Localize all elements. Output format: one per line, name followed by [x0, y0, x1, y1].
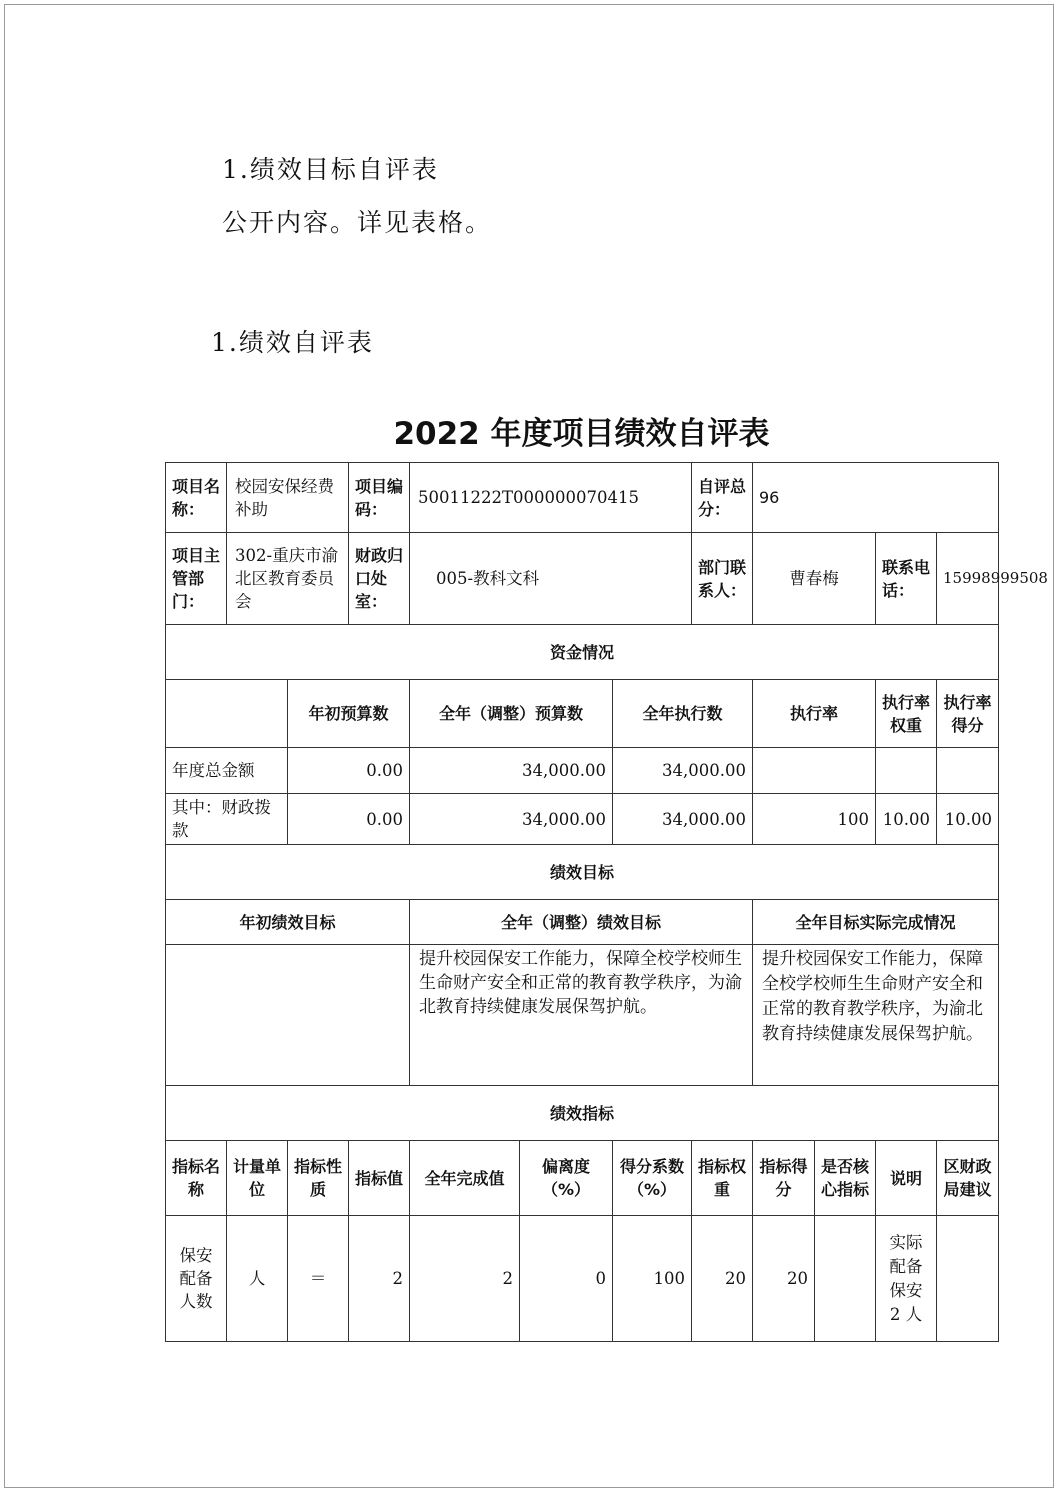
ind-header-deviation: 偏离度（%）: [520, 1141, 613, 1216]
indicator-row: [166, 1216, 999, 1342]
funds-row-weight: 10.00: [876, 794, 937, 845]
dept-label: 项目主管部门：: [166, 533, 227, 625]
goals-section-title: 绩效目标: [166, 845, 999, 900]
funds-header-adjusted: 全年（调整）预算数: [410, 680, 613, 748]
funds-row-adjusted: 34,000.00: [410, 748, 613, 794]
funds-row-rate: [753, 748, 876, 794]
funds-row-executed: 34,000.00: [613, 748, 753, 794]
table-title: 2022 年度项目绩效自评表: [393, 416, 770, 452]
funds-row-weight: [876, 748, 937, 794]
ind-header-value: 指标值: [349, 1141, 410, 1216]
ind-deviation: 0: [520, 1216, 613, 1342]
goals-header-initial: 年初绩效目标: [166, 900, 410, 945]
funds-header-rate: 执行率: [753, 680, 876, 748]
phone-value: 15998999508: [937, 533, 999, 625]
ind-header-weight: 指标权重: [692, 1141, 753, 1216]
ind-coef: 100: [613, 1216, 692, 1342]
indicators-header-row: [166, 1141, 999, 1216]
goals-initial-text: [166, 945, 410, 1086]
finance-value: 005-教科文科: [410, 533, 692, 625]
ind-header-note: 说明: [876, 1141, 937, 1216]
funds-row-initial: 0.00: [288, 748, 410, 794]
funds-row-score: [937, 748, 999, 794]
indicators-section-row: [166, 1086, 999, 1141]
ind-header-core: 是否核心指标: [815, 1141, 876, 1216]
funds-header-score: 执行率得分: [937, 680, 999, 748]
goals-header-row: [166, 900, 999, 945]
heading-self-evaluation-table: 1.绩效目标自评表: [222, 155, 439, 184]
evaluation-table: [165, 462, 1048, 1342]
funds-header-weight: 执行率权重: [876, 680, 937, 748]
project-code-value: 50011222T000000070415: [410, 463, 692, 533]
info-row-1: [166, 463, 999, 533]
funds-row-fiscal: [166, 794, 999, 845]
funds-row-label: 其中：财政拨款: [166, 794, 288, 845]
dept-value: 302-重庆市渝北区教育委员会: [227, 533, 349, 625]
score-label: 自评总分：: [692, 463, 753, 533]
score-value: 96: [753, 463, 999, 533]
funds-row-score: 10.00: [937, 794, 999, 845]
ind-nature: ＝: [288, 1216, 349, 1342]
funds-row-label: 年度总金额: [166, 748, 288, 794]
goals-header-actual: 全年目标实际完成情况: [753, 900, 999, 945]
funds-section-row: [166, 625, 999, 680]
info-row-2: [166, 533, 999, 625]
ind-header-coef: 得分系数（%）: [613, 1141, 692, 1216]
heading-performance-table: 1.绩效自评表: [211, 328, 374, 357]
ind-note: 实际配备保安 2 人: [876, 1216, 937, 1342]
project-name-value: 校园安保经费补助: [227, 463, 349, 533]
ind-header-score: 指标得分: [753, 1141, 815, 1216]
ind-completed: 2: [410, 1216, 520, 1342]
funds-header-executed: 全年执行数: [613, 680, 753, 748]
funds-header-row: [166, 680, 999, 748]
goals-section-row: [166, 845, 999, 900]
ind-advice: [937, 1216, 999, 1342]
project-name-label: 项目名称：: [166, 463, 227, 533]
finance-label: 财政归口处室：: [349, 533, 410, 625]
phone-label: 联系电话：: [876, 533, 937, 625]
funds-row-rate: 100: [753, 794, 876, 845]
funds-row-initial: 0.00: [288, 794, 410, 845]
contact-label: 部门联系人：: [692, 533, 753, 625]
ind-header-name: 指标名称: [166, 1141, 227, 1216]
funds-header-empty: [166, 680, 288, 748]
intro-text: 公开内容。详见表格。: [222, 208, 493, 237]
ind-score: 20: [753, 1216, 815, 1342]
ind-header-advice: 区财政局建议: [937, 1141, 999, 1216]
ind-core: [815, 1216, 876, 1342]
funds-section-title: 资金情况: [166, 625, 999, 680]
goals-actual-text: 提升校园保安工作能力，保障全校学校师生生命财产安全和正常的教育教学秩序，为渝北教育持续健康发展保驾护航。: [753, 945, 999, 1086]
ind-header-completed: 全年完成值: [410, 1141, 520, 1216]
ind-header-unit: 计量单位: [227, 1141, 288, 1216]
ind-name: 保安配备人数: [166, 1216, 227, 1342]
funds-header-initial: 年初预算数: [288, 680, 410, 748]
project-code-label: 项目编码：: [349, 463, 410, 533]
contact-value: 曹春梅: [753, 533, 876, 625]
ind-unit: 人: [227, 1216, 288, 1342]
ind-weight: 20: [692, 1216, 753, 1342]
goals-adjusted-text: 提升校园保安工作能力，保障全校学校师生生命财产安全和正常的教育教学秩序，为渝北教育持续健康发展保驾护航。: [410, 945, 753, 1086]
ind-header-nature: 指标性质: [288, 1141, 349, 1216]
goals-header-adjusted: 全年（调整）绩效目标: [410, 900, 753, 945]
indicators-section-title: 绩效指标: [166, 1086, 999, 1141]
funds-row-adjusted: 34,000.00: [410, 794, 613, 845]
funds-row-executed: 34,000.00: [613, 794, 753, 845]
goals-content-row: [166, 945, 999, 1086]
funds-row-total: [166, 748, 999, 794]
ind-value: 2: [349, 1216, 410, 1342]
